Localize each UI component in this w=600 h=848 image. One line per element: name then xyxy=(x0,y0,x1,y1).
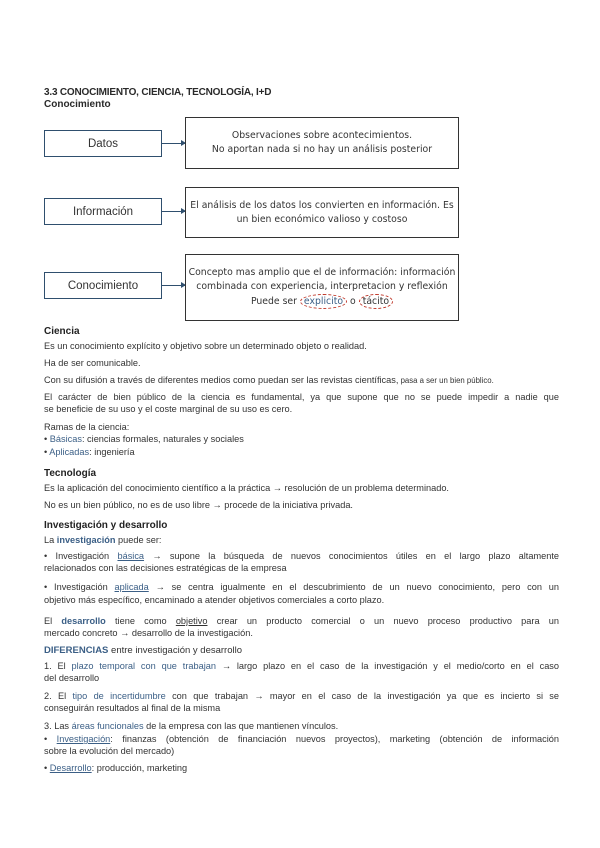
tacito-circled: tácito xyxy=(359,294,393,309)
informacion-line-2: un bien económico valioso y costoso xyxy=(236,213,408,225)
id-aplicada-line2: objetivo más específico, encaminado a atender objetivos comerciales a corto plazo. xyxy=(44,595,385,605)
diferencia-3-investigacion-line2: sobre la evolución del mercado) xyxy=(44,746,175,756)
ramas-title: Ramas de la ciencia: xyxy=(44,422,130,432)
id-heading: Investigación y desarrollo xyxy=(44,520,168,531)
conocimiento-line-1: Concepto mas amplio que el de información: información xyxy=(188,267,456,278)
datos-box: Datos xyxy=(44,130,162,157)
arrow-icon xyxy=(162,211,185,212)
arrow-icon xyxy=(162,143,185,144)
id-basica-line2: relacionados con las decisiones estratégicas de la empresa xyxy=(44,563,287,573)
tecnologia-p1: Es la aplicación del conocimiento científico a la práctica → resolución de un problema determinado. xyxy=(44,483,449,493)
diferencia-1-line2: del desarrollo xyxy=(44,673,100,683)
rama-aplicadas: • Aplicadas: ingeniería xyxy=(44,447,135,457)
datos-description-box xyxy=(185,117,459,169)
rama-basicas: • Básicas: ciencias formales, naturales y sociales xyxy=(44,434,244,444)
informacion-line-1: El análisis de los datos los convierten en información. Es xyxy=(190,199,454,211)
conocimiento-line-3: Puede ser explicito o tácito xyxy=(251,294,393,309)
informacion-description-box xyxy=(185,187,459,238)
conocimiento-line-2: combinada con experiencia, interpretacion y reflexión xyxy=(196,281,448,292)
informacion-box: Información xyxy=(44,198,162,225)
ciencia-p4-line1: El carácter de bien público de la ciencia es fundamental, ya que supone que no se puede impedir a nadie que xyxy=(44,392,559,402)
id-intro: La investigación puede ser: xyxy=(44,535,162,545)
diferencia-3: 3. Las áreas funcionales de la empresa con las que mantienen vínculos. xyxy=(44,721,339,731)
ciencia-heading: Ciencia xyxy=(44,326,80,337)
diferencia-1-line1: 1. El plazo temporal con que trabajan → largo plazo en el caso de la investigación y el medio/corto en el caso xyxy=(44,661,560,671)
conocimiento-box: Conocimiento xyxy=(44,272,162,299)
arrow-icon xyxy=(162,285,185,286)
ciencia-p2: Ha de ser comunicable. xyxy=(44,358,141,368)
desarrollo-line2: mercado concreto → desarrollo de la investigación. xyxy=(44,628,253,638)
diferencia-2-line1: 2. El tipo de incertidumbre con que trabajan → mayor en el caso de la investigación ya que es incierto si se xyxy=(44,691,560,701)
diferencia-2-line2: conseguirán resultados al final de la misma xyxy=(44,703,221,713)
desarrollo-line1: El desarrollo tiene como objetivo crear un producto comercial o un nuevo proceso productivo para un xyxy=(44,616,559,626)
section-title: 3.3 CONOCIMIENTO, CIENCIA, TECNOLOGÍA, I+D xyxy=(44,87,272,98)
conocimiento-description-box xyxy=(185,254,459,321)
id-basica-line1: • Investigación básica → supone la búsqueda de nuevos conocimientos útiles en el largo plazo altamente xyxy=(44,551,559,561)
ciencia-p3: Con su difusión a través de diferentes medios como puedan ser las revistas científicas, pasa a ser un bien público. xyxy=(44,375,494,385)
ciencia-p1: Es un conocimiento explícito y objetivo sobre un determinado objeto o realidad. xyxy=(44,341,367,351)
diferencias-heading: DIFERENCIAS entre investigación y desarrollo xyxy=(44,645,243,656)
diferencia-3-desarrollo: • Desarrollo: producción, marketing xyxy=(44,763,188,773)
tecnologia-heading: Tecnología xyxy=(44,468,97,479)
explicito-circled: explicito xyxy=(300,294,347,309)
subsection-title: Conocimiento xyxy=(44,99,111,110)
diferencia-3-investigacion-line1: • Investigación: finanzas (obtención de financiación nuevos proyectos), marketing (obtención de información xyxy=(44,734,559,744)
tecnologia-p2: No es un bien público, no es de uso libre → procede de la iniciativa privada. xyxy=(44,500,353,510)
id-aplicada-line1: • Investigación aplicada → se centra igualmente en el descubrimiento de un nuevo conocimiento, pero con un xyxy=(44,582,560,592)
datos-line-1: Observaciones sobre acontecimientos. xyxy=(231,130,413,141)
ciencia-p4-line2: se beneficie de su uso y el coste marginal de su uso es cero. xyxy=(44,404,293,414)
datos-line-2: No aportan nada si no hay un análisis posterior xyxy=(211,144,433,155)
